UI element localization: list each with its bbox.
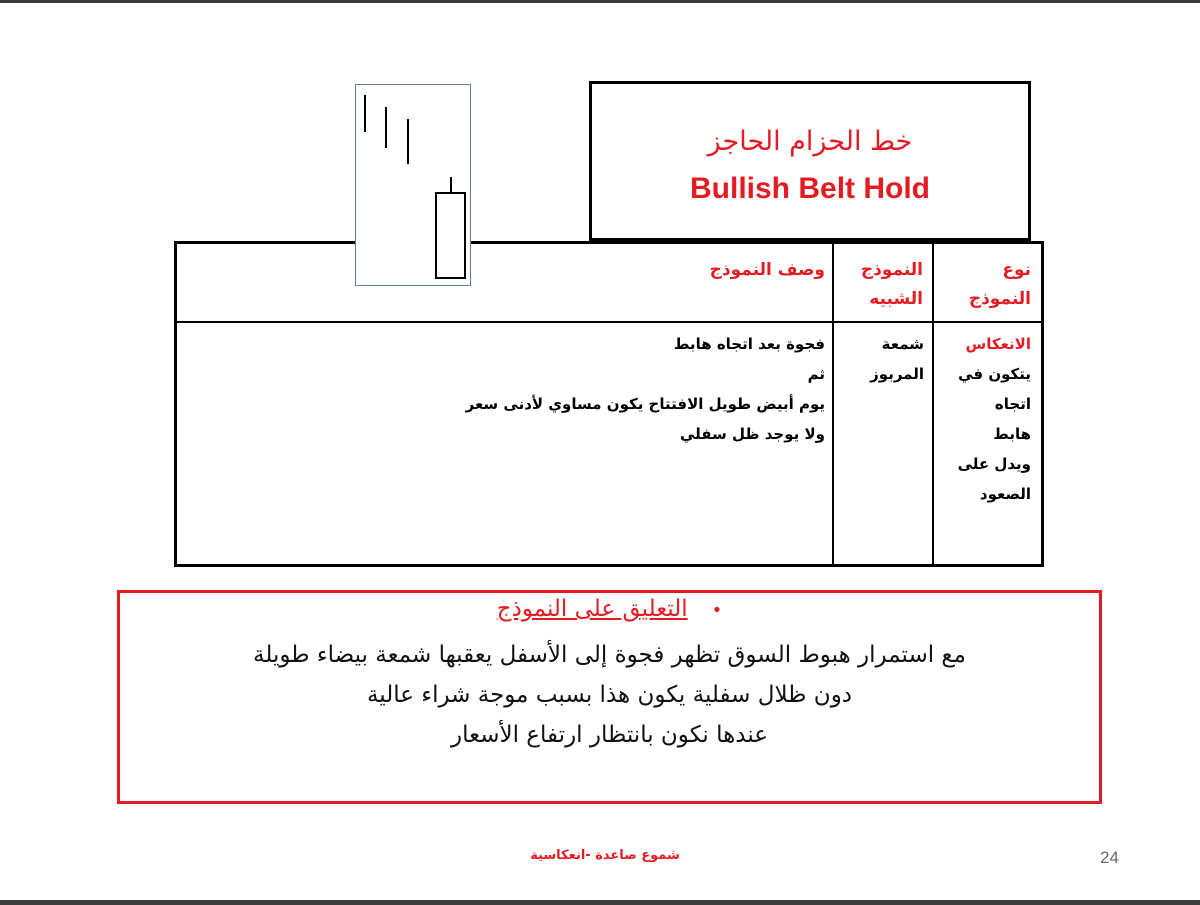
title-box bbox=[589, 81, 1031, 241]
title-english: Bullish Belt Hold bbox=[690, 172, 930, 205]
page-number: 24 bbox=[1100, 848, 1119, 867]
pattern-type-line: ويدل على bbox=[957, 455, 1031, 473]
header-pattern-type bbox=[937, 256, 1031, 314]
candlestick-diagram bbox=[356, 85, 472, 287]
comment-line: مع استمرار هبوط السوق تظهر فجوة إلى الأسفل يعقبها شمعة بيضاء طويلة bbox=[253, 642, 966, 668]
title-arabic: خط الحزام الحاجز bbox=[707, 126, 913, 157]
header-similar-pattern bbox=[839, 256, 923, 314]
pattern-table bbox=[174, 241, 1044, 567]
footer-caption: شموع صاعدة -انعكاسية bbox=[530, 848, 680, 863]
description-line: ولا يوجد ظل سفلي bbox=[679, 425, 825, 443]
description-line: ثم bbox=[807, 365, 825, 383]
pattern-type-line: الصعود bbox=[979, 485, 1031, 503]
comment-line: دون ظلال سفلية يكون هذا بسبب موجة شراء عالية bbox=[366, 682, 853, 708]
description-line: فجوة بعد اتجاه هابط bbox=[673, 335, 825, 353]
header-description-text: وصف النموذج bbox=[709, 260, 825, 280]
table-column-divider bbox=[932, 244, 934, 564]
pattern-type-label: الانعكاس bbox=[965, 335, 1031, 353]
comment-body bbox=[120, 635, 1099, 755]
header-description bbox=[197, 256, 825, 285]
comment-heading bbox=[120, 596, 1099, 622]
comment-box bbox=[117, 590, 1102, 804]
bottom-border bbox=[0, 900, 1200, 905]
table-header-divider bbox=[177, 321, 1041, 323]
cell-description bbox=[197, 329, 825, 449]
table-column-divider bbox=[832, 244, 834, 564]
cell-similar-pattern bbox=[841, 329, 924, 389]
candlestick-illustration bbox=[355, 84, 471, 286]
header-pattern-type-text: نوع النموذج bbox=[968, 260, 1031, 309]
bullet-icon: • bbox=[711, 600, 723, 621]
comment-title-text: التعليق على النموذج bbox=[496, 596, 688, 622]
pattern-type-line: هابط bbox=[993, 425, 1031, 443]
comment-line: عندها نكون بانتظار ارتفاع الأسعار bbox=[451, 722, 768, 748]
top-border bbox=[0, 0, 1200, 3]
similar-pattern-line: شمعة bbox=[881, 335, 924, 353]
pattern-type-line: يتكون في bbox=[958, 365, 1031, 383]
similar-pattern-line: المربوز bbox=[870, 365, 924, 383]
description-line: يوم أبيض طويل الافتتاح يكون مساوي لأدنى سعر bbox=[465, 395, 825, 413]
bullish-white-candle bbox=[436, 193, 465, 278]
header-similar-line: الشبيه bbox=[869, 289, 923, 309]
header-similar-line: النموذج bbox=[860, 260, 923, 280]
cell-pattern-type bbox=[939, 329, 1031, 509]
pattern-type-line: اتجاه bbox=[994, 395, 1031, 413]
